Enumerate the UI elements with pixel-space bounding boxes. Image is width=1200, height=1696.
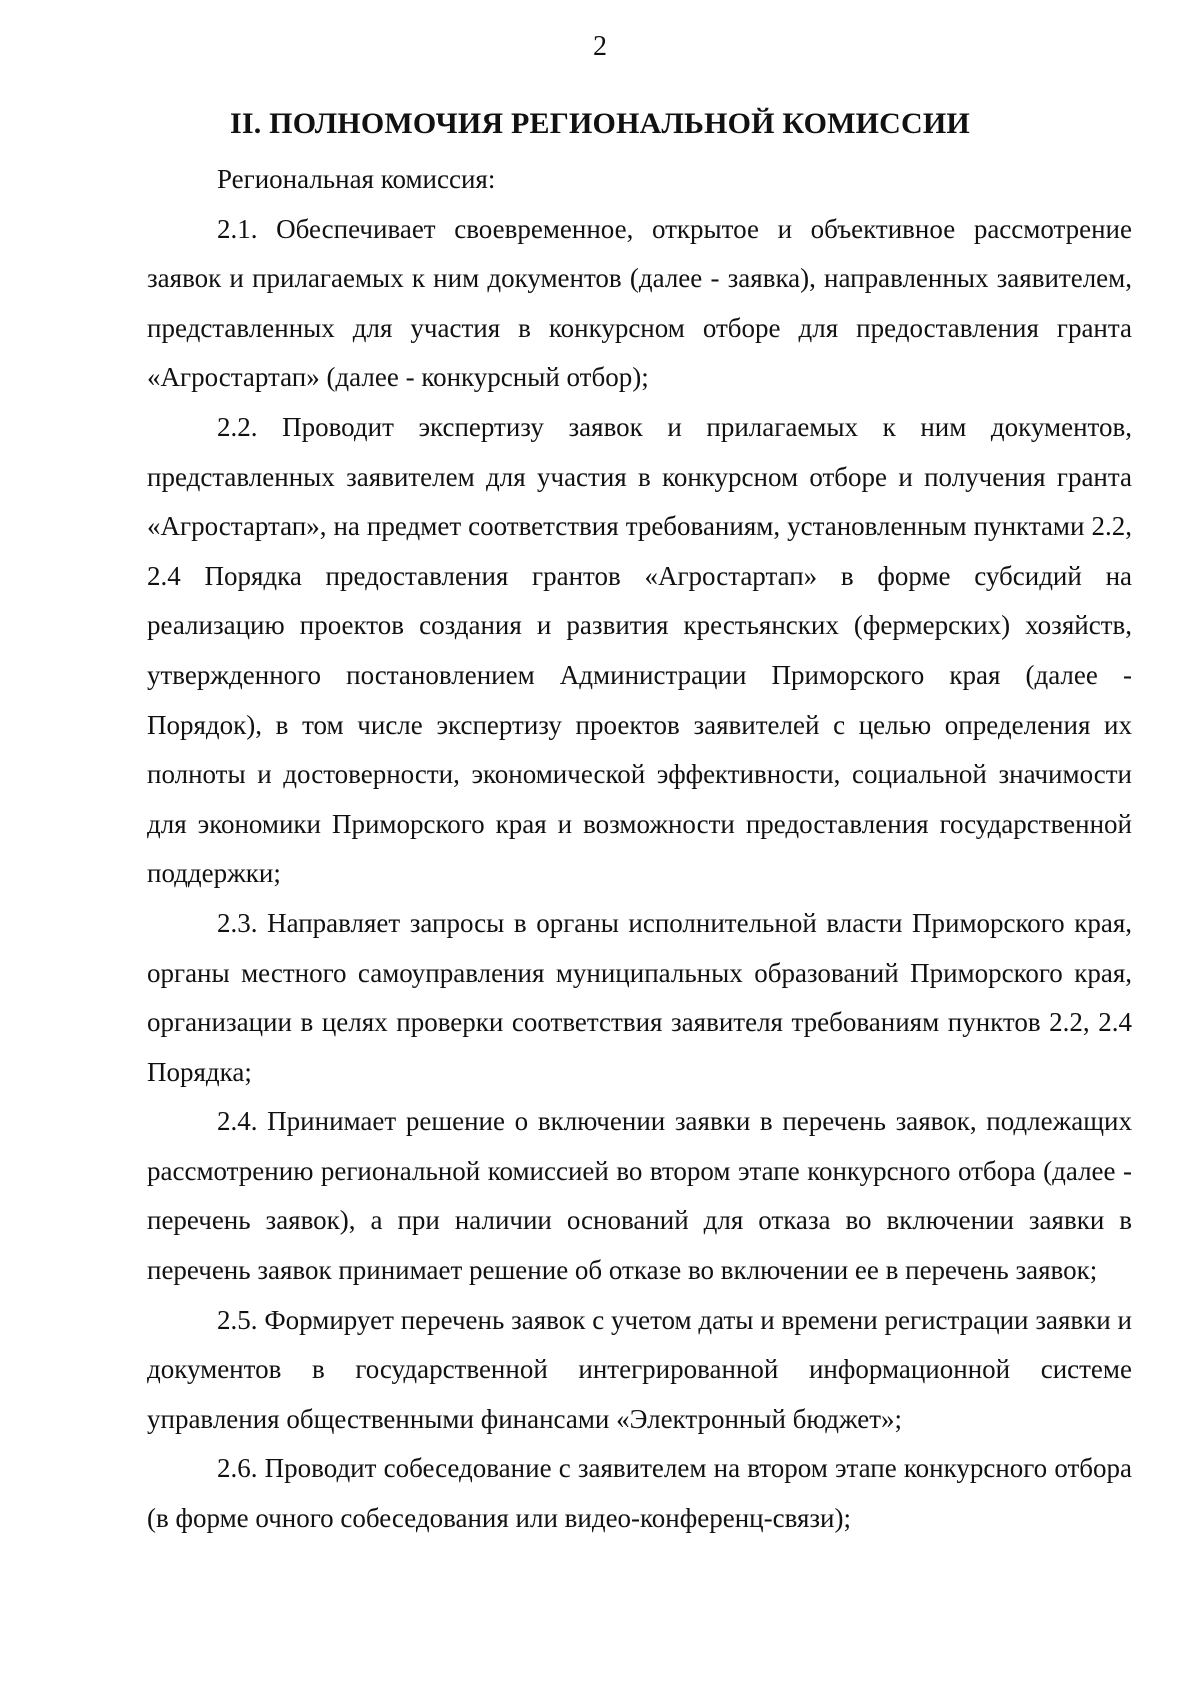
paragraph-2-3: 2.3. Направляет запросы в органы исполнительной власти Приморского края, органы местного самоуправления муниципальных образований Приморского края, организации в целях проверки соответствия заявителя требованиям пунктов 2.2, 2.4 Порядка;	[147, 907, 1132, 1087]
document-body	[147, 155, 1132, 1544]
intro-line: Региональная комиссия:	[217, 164, 496, 194]
paragraph-2-1: 2.1. Обеспечивает своевременное, открытое и объективное рассмотрение заявок и прилагаемых к ним документов (далее - заявка), направленных заявителем, представленных для участия в конкурсном отборе для предоставления гранта «Агростартап» (далее - конкурсный отбор);	[147, 213, 1132, 393]
paragraph-2-4: 2.4. Принимает решение о включении заявки в перечень заявок, подлежащих рассмотрению региональной комиссией во втором этапе конкурсного отбора (далее - перечень заявок), а при наличии оснований для отказа во включении заявки в перечень заявок принимает решение об отказе во включении ее в перечень заявок;	[147, 1106, 1132, 1286]
section-title: II. ПОЛНОМОЧИЯ РЕГИОНАЛЬНОЙ КОМИССИИ	[230, 107, 970, 140]
paragraph-2-2: 2.2. Проводит экспертизу заявок и прилагаемых к ним документов, представленных заявителем для участия в конкурсном отборе и получения гранта «Агростартап», на предмет соответствия требованиям, установленным пунктами 2.2, 2.4 Порядка предоставления грантов «Агростартап» в форме субсидий на реализацию проектов создания и развития крестьянских (фермерских) хозяйств, утвержденного постановлением Администрации Приморского края (далее - Порядок), в том числе экспертизу проектов заявителей с целью определения их полноты и достоверности, экономической эффективности, социальной значимости для экономики Приморского края и возможности предоставления государственной поддержки;	[147, 411, 1132, 889]
paragraph-2-5: 2.5. Формирует перечень заявок с учетом даты и времени регистрации заявки и документов в государственной интегрированной информационной системе управления общественными финансами «Электронный бюджет»;	[147, 1304, 1132, 1434]
paragraph-2-6: 2.6. Проводит собеседование с заявителем на втором этапе конкурсного отбора (в форме очного собеседования или видео-конференц-связи);	[147, 1453, 1132, 1534]
page-number: 2	[593, 31, 607, 62]
